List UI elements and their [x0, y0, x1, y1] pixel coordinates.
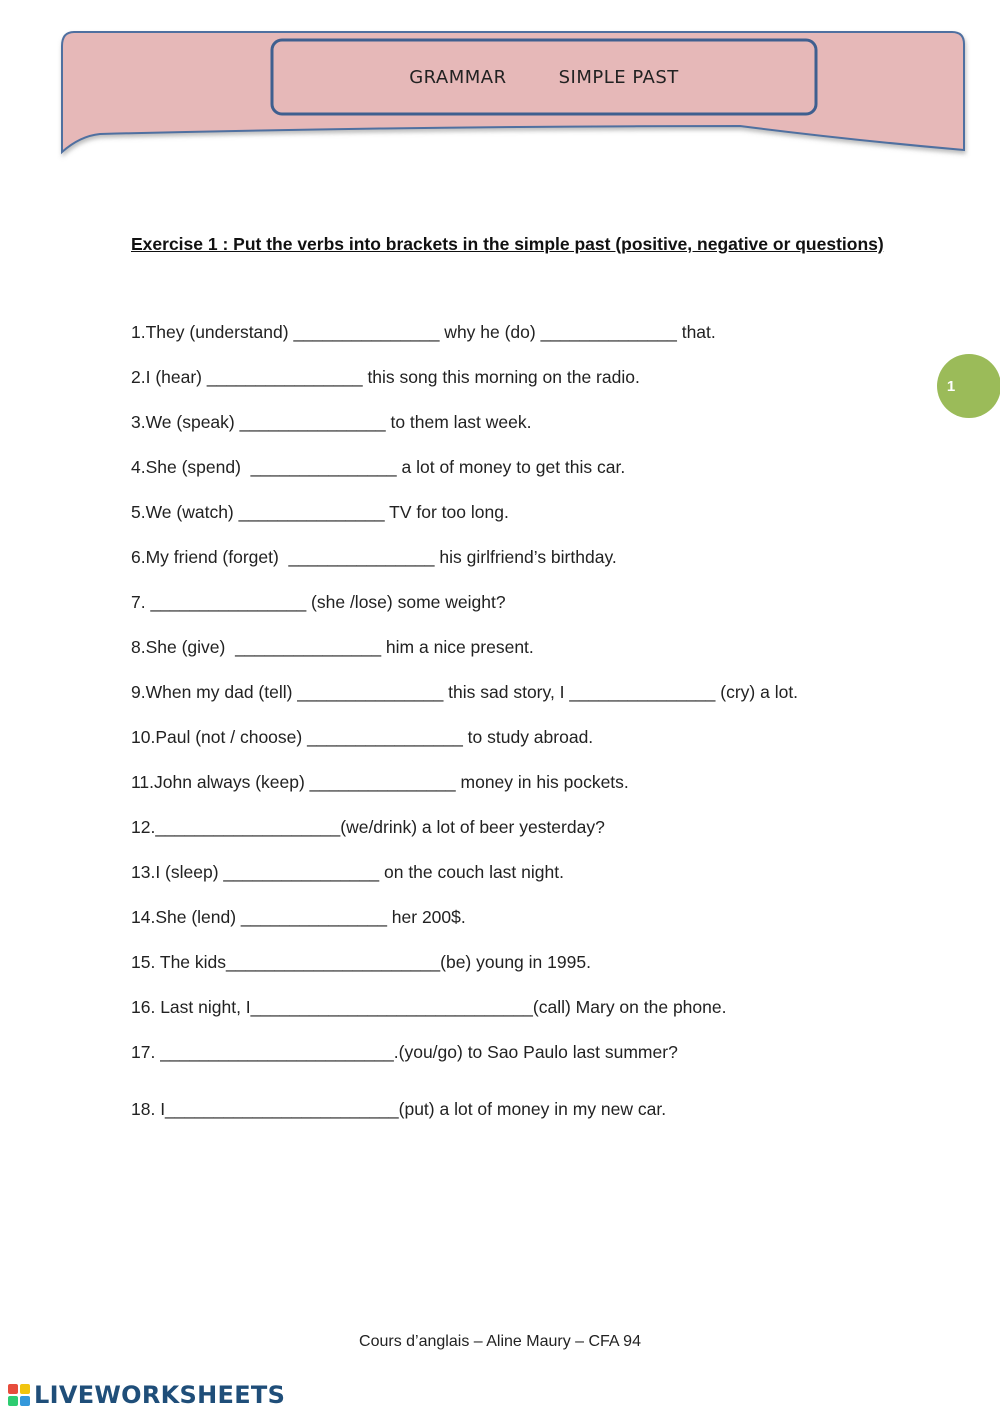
exercise-item-2[interactable]: 2.I (hear) ________________ this song this morning on the radio.	[131, 367, 640, 387]
exercise-item-18[interactable]: 18. I________________________(put) a lot of money in my new car.	[131, 1099, 667, 1119]
liveworksheets-logo-text: LIVEWORKSHEETS	[34, 1381, 286, 1409]
exercise-item-5[interactable]: 5.We (watch) _______________ TV for too long.	[131, 502, 509, 522]
exercise-item-17[interactable]: 17. ________________________.(you/go) to Sao Paulo last summer?	[131, 1042, 678, 1062]
footer-credit: Cours d’anglais – Aline Maury – CFA 94	[359, 1333, 641, 1350]
page-number-badge: 1	[937, 354, 1000, 418]
exercise-item-4[interactable]: 4.She (spend) _______________ a lot of money to get this car.	[131, 457, 626, 477]
exercise-item-13[interactable]: 13.I (sleep) ________________ on the couch last night.	[131, 862, 564, 882]
liveworksheets-logo[interactable]	[8, 1381, 285, 1409]
exercise-item-9[interactable]: 9.When my dad (tell) _______________ this sad story, I _______________ (cry) a lot.	[131, 682, 799, 702]
exercise-item-12[interactable]: 12.___________________(we/drink) a lot of beer yesterday?	[131, 817, 605, 837]
worksheet-title-box	[272, 40, 816, 114]
exercise-item-16[interactable]: 16. Last night, I_____________________________(call) Mary on the phone.	[131, 997, 727, 1017]
exercise-item-10[interactable]: 10.Paul (not / choose) ________________ to study abroad.	[131, 727, 594, 747]
exercise-item-11[interactable]: 11.John always (keep) _______________ money in his pockets.	[131, 772, 629, 792]
exercise-item-6[interactable]: 6.My friend (forget) _______________ his girlfriend’s birthday.	[131, 547, 617, 567]
exercise-item-3[interactable]: 3.We (speak) _______________ to them last week.	[131, 412, 532, 432]
exercise-item-14[interactable]: 14.She (lend) _______________ her 200$.	[131, 907, 466, 927]
exercise-item-7[interactable]: 7. ________________ (she /lose) some weight?	[131, 592, 506, 612]
exercise-heading: Exercise 1 : Put the verbs into brackets in the simple past (positive, negative or questions)	[131, 234, 884, 254]
exercise-item-8[interactable]: 8.She (give) _______________ him a nice present.	[131, 637, 534, 657]
topic-title: SIMPLE PAST	[558, 66, 679, 88]
exercise-item-15[interactable]: 15. The kids______________________(be) young in 1995.	[131, 952, 591, 972]
exercise-item-1[interactable]: 1.They (understand) _______________ why he (do) ______________ that.	[131, 322, 716, 342]
grammar-title: GRAMMAR	[409, 66, 507, 88]
liveworksheets-logo-icon	[8, 1384, 30, 1406]
